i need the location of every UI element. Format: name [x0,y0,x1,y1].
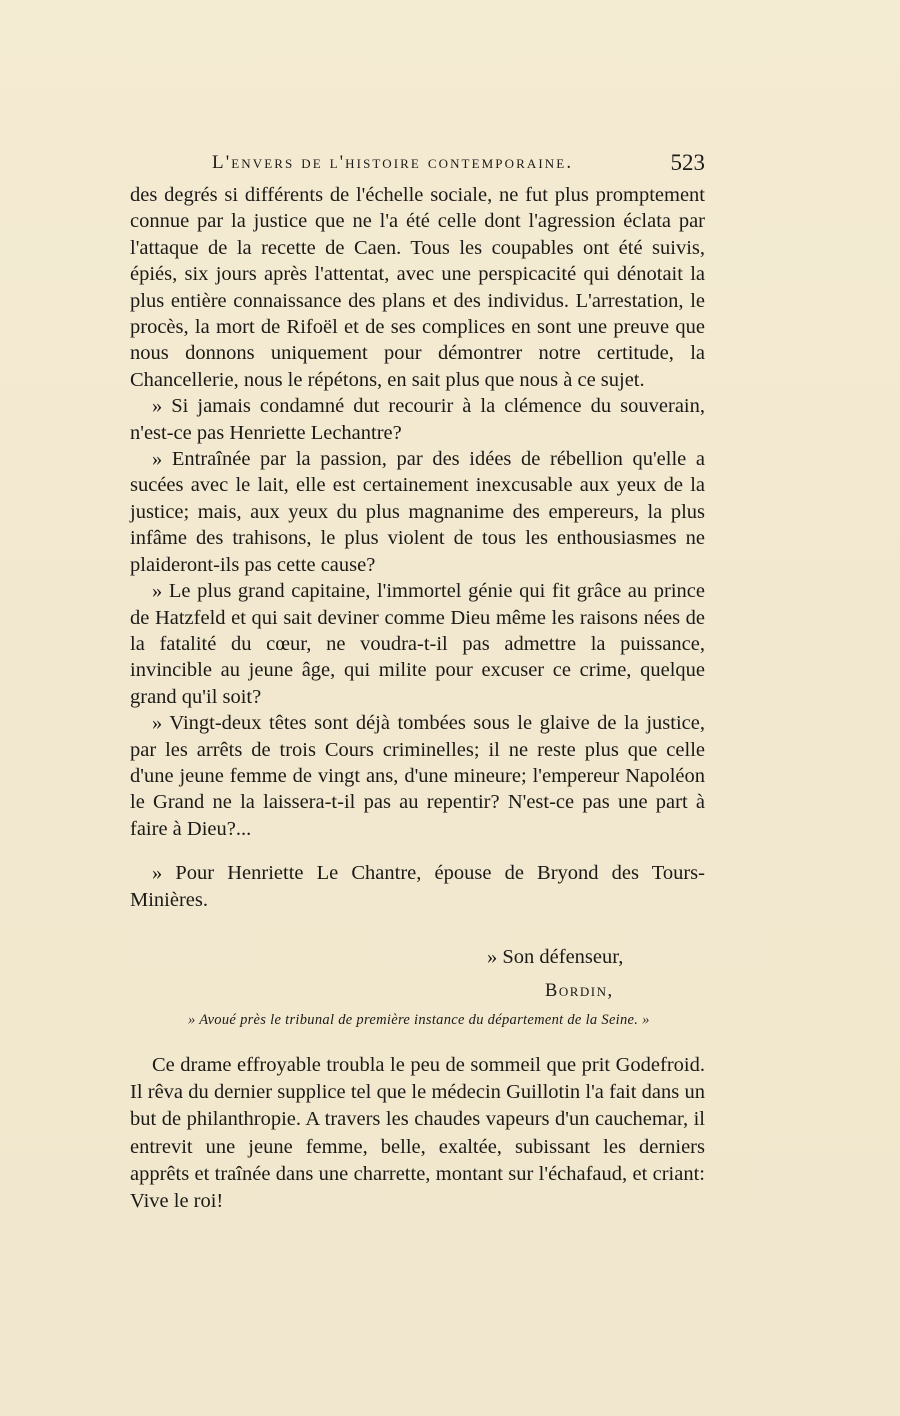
footnote: » Avoué près le tribunal de première instance du département de la Seine. » [188,1012,650,1028]
body-text [130,182,705,913]
paragraph: » Vingt-deux têtes sont déjà tombées sous le glaive de la justice, par les arrêts de trois Cours criminelles; il ne reste plus que celle d'une jeune femme de vingt ans, d'une mineure; l'empereur Napoléon le Grand ne la laissera-t-il pas au repentir? N'est-ce pas une part à faire à Dieu?... [130,712,705,840]
page-number: 523 [670,150,705,175]
page-header [130,148,705,178]
paragraph: » Pour Henriette Le Chantre, épouse de Bryond des Tours-Minières. [130,862,705,911]
closing-text [130,1052,705,1215]
paragraph: des degrés si différents de l'échelle sociale, ne fut plus promptement connue par la justice que ne l'a été celle dont l'agression éclata par l'attaque de la recette de Caen. Tous les coupables ont été suivis, épiés, six jours après l'attentat, avec une perspicacité qui dénotait la plus entière connaissance des plans et des individus. L'arrestation, le procès, la mort de Rifoël et de ses complices en sont une preuve que nous donnons uniquement pour démontrer notre certitude, la Chancellerie, nous le répétons, en sait plus que nous à ce sujet. [130,184,705,391]
signature-name: Bordin, [545,981,614,1001]
paragraph: » Si jamais condamné dut recourir à la clémence du souverain, n'est-ce pas Henriette Lechantre? [130,395,705,444]
signature-line: » Son défenseur, [487,946,624,968]
paragraph: Ce drame effroyable troubla le peu de sommeil que prit Godefroid. Il rêva du dernier supplice tel que le médecin Guillotin l'a fait dans un but de philanthropie. A travers les chaudes vapeurs d'un cauchemar, il entrevit une jeune femme, belle, exaltée, subissant les derniers apprêts et traînée dans une charrette, montant sur l'échafaud, et criant: Vive le roi! [130,1054,705,1213]
paragraph: » Entraînée par la passion, par des idées de rébellion qu'elle a sucées avec le lait, elle est certainement inexcusable aux yeux de la justice; mais, aux yeux du plus magnanime des empereurs, la plus infâme des trahisons, le plus violent de tous les enthousiasmes ne plaideront-ils pas cette cause? [130,448,705,576]
running-title: L'envers de l'histoire contemporaine. [212,152,574,173]
paragraph: » Le plus grand capitaine, l'immortel génie qui fit grâce au prince de Hatzfeld et qui sait deviner comme Dieu même les raisons nées de la fatalité du cœur, ne voudra-t-il pas admettre la puissance, invincible au jeune âge, qui milite pour excuser ce crime, quelque grand qu'il soit? [130,580,705,708]
